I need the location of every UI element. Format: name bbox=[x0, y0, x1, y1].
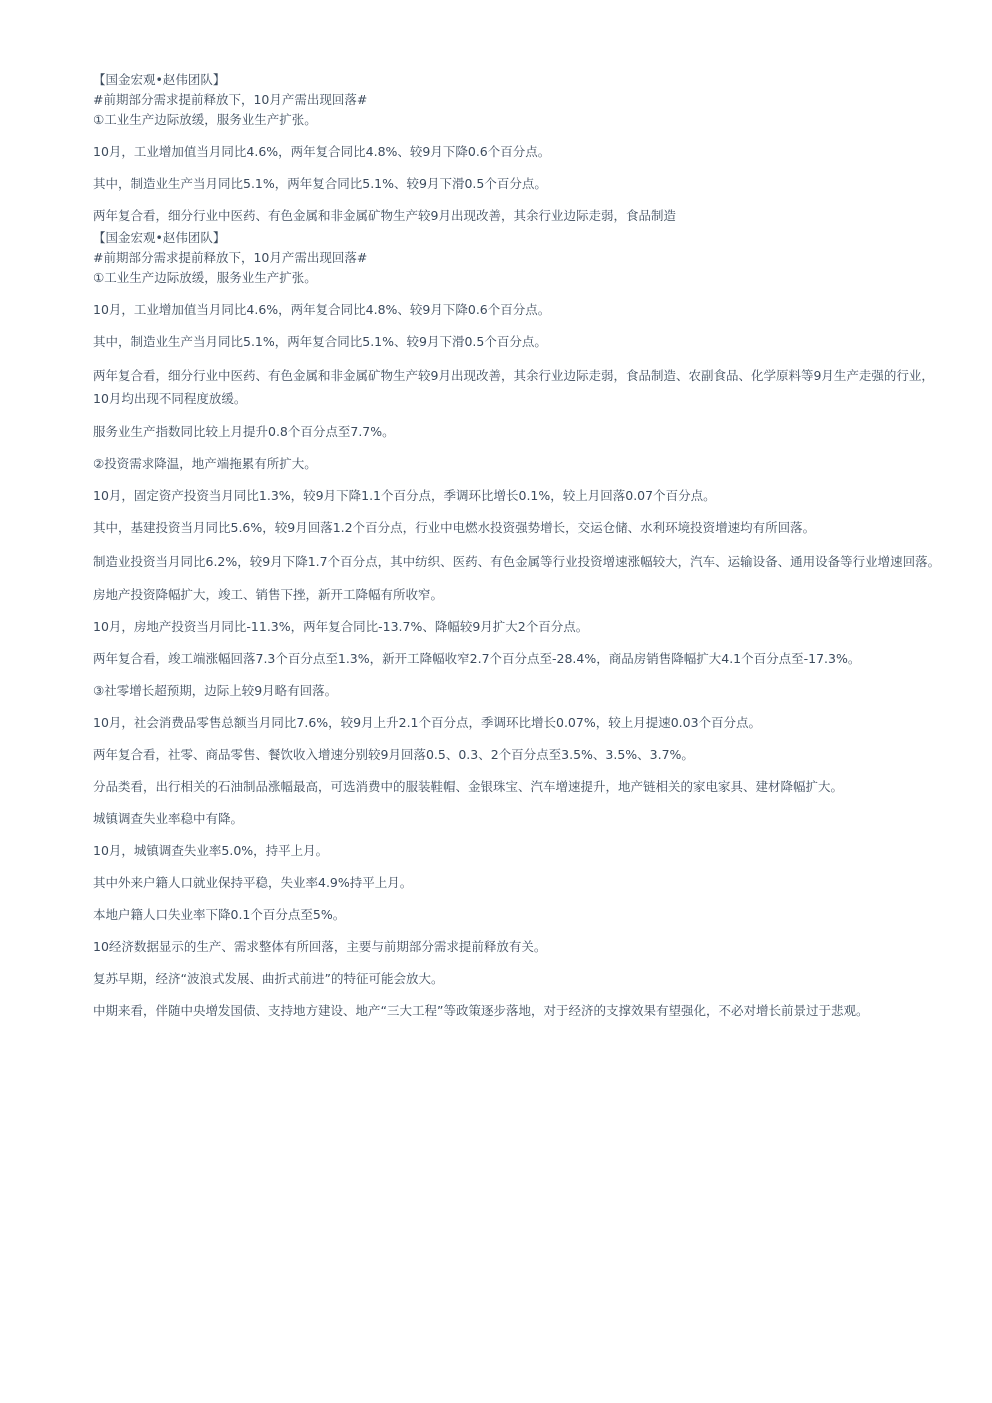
paragraph: 10月，城镇调查失业率5.0%，持平上月。 bbox=[93, 843, 329, 858]
paragraph-truncated: 两年复合看，细分行业中医药、有色金属和非金属矿物生产较9月出现改善，其余行业边际走弱，食品制造 bbox=[93, 208, 676, 223]
paragraph: 两年复合看，竣工端涨幅回落7.3个百分点至1.3%，新开工降幅收窄2.7个百分点至-28.4%，商品房销售降幅扩大4.1个百分点至-17.3%。 bbox=[93, 651, 861, 666]
section-heading: ②投资需求降温，地产端拖累有所扩大。 bbox=[93, 456, 317, 471]
post-preview bbox=[93, 70, 943, 226]
post-full bbox=[93, 228, 943, 1021]
post-content bbox=[93, 70, 943, 1021]
paragraph: 10月，工业增加值当月同比4.6%，两年复合同比4.8%、较9月下降0.6个百分点。 bbox=[93, 302, 551, 317]
paragraph: 制造业投资当月同比6.2%，较9月下降1.7个百分点，其中纺织、医药、有色金属等行业投资增速涨幅较大，汽车、运输设备、通用设备等行业增速回落。 bbox=[93, 554, 941, 569]
paragraph: 其中，基建投资当月同比5.6%，较9月回落1.2个百分点，行业中电燃水投资强势增长，交运仓储、水利环境投资增速均有所回落。 bbox=[93, 520, 816, 535]
paragraph: 两年复合看，社零、商品零售、餐饮收入增速分别较9月回落0.5、0.3、2个百分点至3.5%、3.5%、3.7%。 bbox=[93, 747, 694, 762]
paragraph: 房地产投资降幅扩大，竣工、销售下挫，新开工降幅有所收窄。 bbox=[93, 587, 444, 602]
paragraph: 服务业生产指数同比较上月提升0.8个百分点至7.7%。 bbox=[93, 424, 395, 439]
paragraph: 其中，制造业生产当月同比5.1%，两年复合同比5.1%、较9月下滑0.5个百分点。 bbox=[93, 334, 547, 349]
paragraph: 10经济数据显示的生产、需求整体有所回落，主要与前期部分需求提前释放有关。 bbox=[93, 939, 547, 954]
team-header: 【国金宏观•赵伟团队】 bbox=[93, 230, 226, 245]
headline-hashtag: #前期部分需求提前释放下，10月产需出现回落# bbox=[93, 250, 368, 265]
section-heading: ①工业生产边际放缓，服务业生产扩张。 bbox=[93, 270, 317, 285]
section-heading: ③社零增长超预期，边际上较9月略有回落。 bbox=[93, 683, 338, 698]
paragraph: 10月，房地产投资当月同比-11.3%，两年复合同比-13.7%、降幅较9月扩大2个百分点。 bbox=[93, 619, 589, 634]
headline-hashtag: #前期部分需求提前释放下，10月产需出现回落# bbox=[93, 92, 368, 107]
paragraph: 城镇调查失业率稳中有降。 bbox=[93, 811, 244, 826]
paragraph: 两年复合看，细分行业中医药、有色金属和非金属矿物生产较9月出现改善，其余行业边际走弱，食品制造、农副食品、化学原料等9月生产走强的行业，10月均出现不同程度放缓。 bbox=[93, 368, 934, 406]
paragraph: 复苏早期，经济“波浪式发展、曲折式前进”的特征可能会放大。 bbox=[93, 971, 444, 986]
paragraph: 其中，制造业生产当月同比5.1%，两年复合同比5.1%、较9月下滑0.5个百分点。 bbox=[93, 176, 547, 191]
paragraph: 中期来看，伴随中央增发国债、支持地方建设、地产“三大工程”等政策逐步落地，对于经济的支撑效果有望强化，不必对增长前景过于悲观。 bbox=[93, 1003, 869, 1018]
paragraph: 分品类看，出行相关的石油制品涨幅最高，可选消费中的服装鞋帽、金银珠宝、汽车增速提升，地产链相关的家电家具、建材降幅扩大。 bbox=[93, 779, 844, 794]
paragraph: 10月，固定资产投资当月同比1.3%，较9月下降1.1个百分点，季调环比增长0.1%，较上月回落0.07个百分点。 bbox=[93, 488, 716, 503]
section-heading: ①工业生产边际放缓，服务业生产扩张。 bbox=[93, 112, 317, 127]
paragraph: 本地户籍人口失业率下降0.1个百分点至5%。 bbox=[93, 907, 346, 922]
paragraph: 10月，工业增加值当月同比4.6%，两年复合同比4.8%、较9月下降0.6个百分点。 bbox=[93, 144, 551, 159]
paragraph: 10月，社会消费品零售总额当月同比7.6%，较9月上升2.1个百分点，季调环比增长0.07%，较上月提速0.03个百分点。 bbox=[93, 715, 762, 730]
team-header: 【国金宏观•赵伟团队】 bbox=[93, 72, 226, 87]
paragraph: 其中外来户籍人口就业保持平稳，失业率4.9%持平上月。 bbox=[93, 875, 413, 890]
